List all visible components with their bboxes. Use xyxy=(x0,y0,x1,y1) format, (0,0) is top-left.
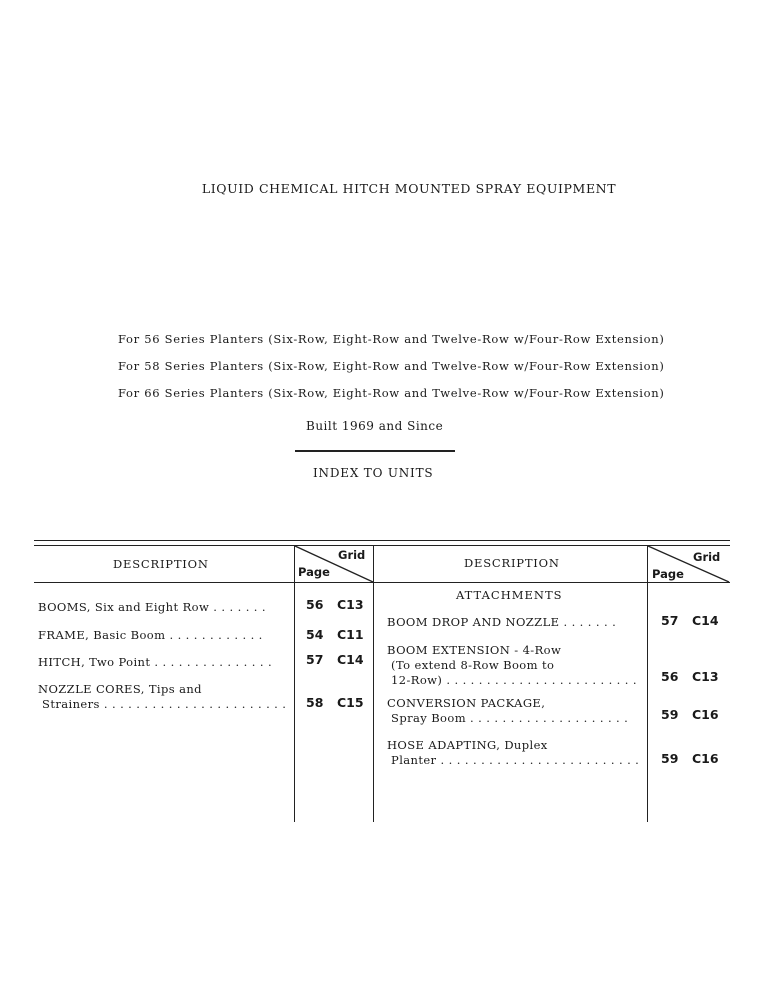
application-line-56: For 56 Series Planters (Six-Row, Eight-Row and Twelve-Row w/Four-Row Extension) xyxy=(118,332,665,346)
index-heading: INDEX TO UNITS xyxy=(313,466,434,480)
entry-text: NOZZLE CORES, Tips and xyxy=(38,682,202,696)
grid-code: C13 xyxy=(337,597,364,612)
entry-text: CONVERSION PACKAGE, xyxy=(387,696,546,710)
entry-text: HITCH, Two Point . . . . . . . . . . . . . . . xyxy=(38,655,273,669)
entry-text: BOOM EXTENSION - 4-Row xyxy=(387,643,562,657)
list-item xyxy=(387,738,639,768)
grid-code: C14 xyxy=(692,613,719,628)
entry-text: BOOMS, Six and Eight Row . . . . . . . xyxy=(38,600,266,614)
page-number: 57 xyxy=(661,613,679,628)
entry-text: Planter . . . . . . . . . . . . . . . . . . . . . . . . . xyxy=(387,753,640,767)
entry-text: FRAME, Basic Boom . . . . . . . . . . . . xyxy=(38,628,263,642)
grid-code: C13 xyxy=(692,669,719,684)
list-item xyxy=(38,655,272,670)
divider xyxy=(295,450,455,452)
header-page: Page xyxy=(298,565,330,579)
grid-code: C16 xyxy=(692,751,719,766)
header-grid: Grid xyxy=(693,550,721,564)
page-number: 56 xyxy=(306,597,324,612)
table-top-rule xyxy=(34,540,730,541)
grid-code: C15 xyxy=(337,695,364,710)
table-top-rule-double xyxy=(34,545,730,546)
list-item xyxy=(387,643,637,688)
list-item xyxy=(38,682,286,712)
page-number: 59 xyxy=(661,751,679,766)
header-description: DESCRIPTION xyxy=(113,557,209,571)
entry-text: HOSE ADAPTING, Duplex xyxy=(387,738,548,752)
grid-code: C11 xyxy=(337,627,364,642)
page-number: 56 xyxy=(661,669,679,684)
header-page: Page xyxy=(652,567,684,581)
header-grid: Grid xyxy=(338,548,366,562)
entry-text: Strainers . . . . . . . . . . . . . . . . . . . . . . . xyxy=(38,697,287,711)
column-divider xyxy=(647,545,648,822)
page-number: 59 xyxy=(661,707,679,722)
list-item xyxy=(38,600,266,615)
application-line-66: For 66 Series Planters (Six-Row, Eight-Row and Twelve-Row w/Four-Row Extension) xyxy=(118,386,665,400)
column-divider xyxy=(294,545,295,822)
list-item xyxy=(387,615,616,630)
entry-text: 12-Row) . . . . . . . . . . . . . . . . . . . . . . . . xyxy=(387,673,637,687)
page-title: LIQUID CHEMICAL HITCH MOUNTED SPRAY EQUIPMENT xyxy=(201,181,617,196)
page-number: 54 xyxy=(306,627,324,642)
page-number: 57 xyxy=(306,652,324,667)
header-description: DESCRIPTION xyxy=(464,556,560,570)
list-item xyxy=(387,696,628,726)
entry-text: BOOM DROP AND NOZZLE . . . . . . . xyxy=(387,615,617,629)
grid-code: C16 xyxy=(692,707,719,722)
list-item xyxy=(38,628,263,643)
column-divider xyxy=(373,545,374,822)
section-heading: ATTACHMENTS xyxy=(456,588,563,602)
page-number: 58 xyxy=(306,695,324,710)
built-since: Built 1969 and Since xyxy=(306,419,444,433)
table-header-rule xyxy=(34,582,730,583)
entry-text: Spray Boom . . . . . . . . . . . . . . . . . . . . xyxy=(387,711,629,725)
application-line-58: For 58 Series Planters (Six-Row, Eight-Row and Twelve-Row w/Four-Row Extension) xyxy=(118,359,665,373)
grid-code: C14 xyxy=(337,652,364,667)
entry-text: (To extend 8-Row Boom to xyxy=(387,658,555,672)
